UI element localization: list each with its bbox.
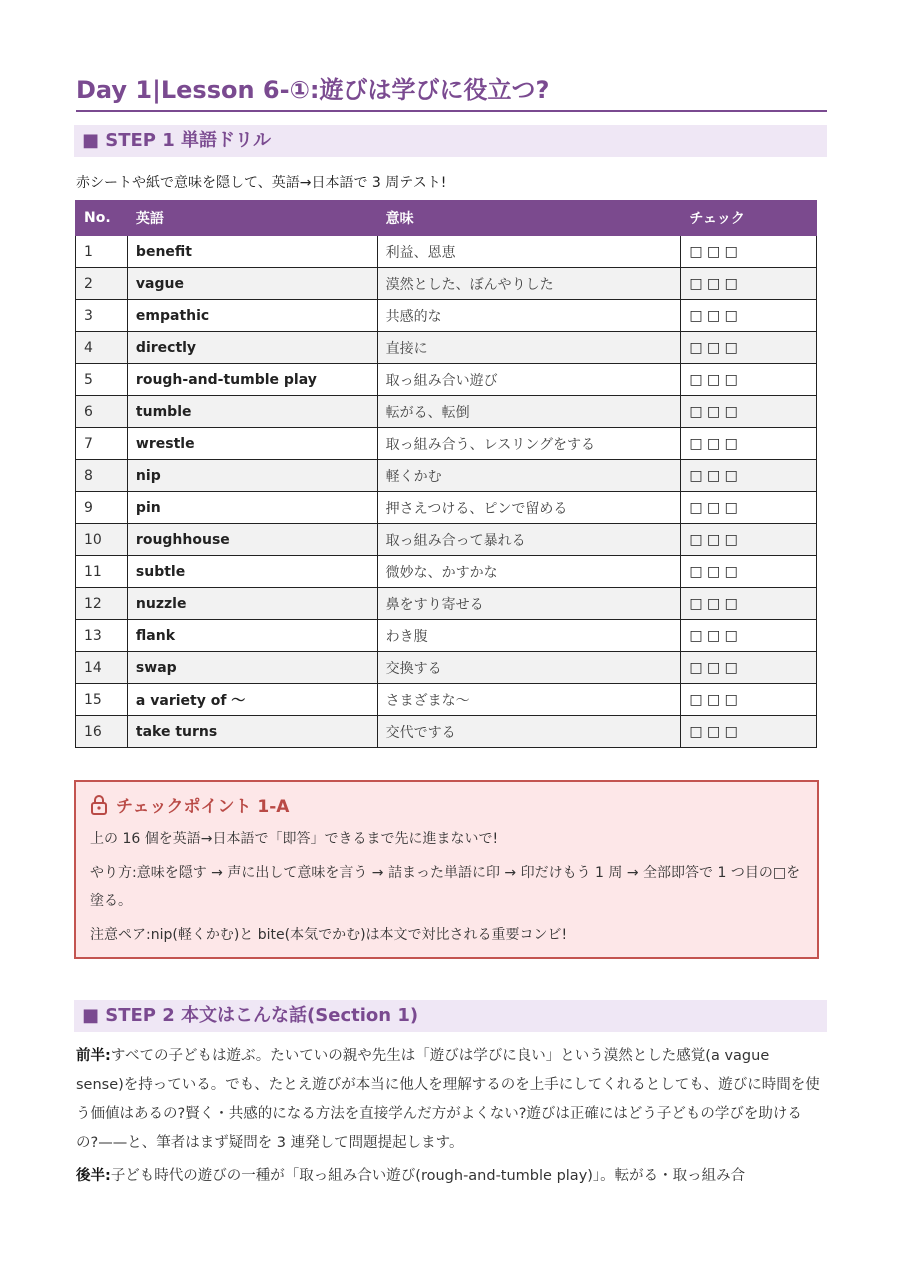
check-boxes[interactable]: □ □ □ xyxy=(681,556,817,588)
row-number: 4 xyxy=(76,332,128,364)
japanese-meaning: 取っ組み合う、レスリングをする xyxy=(377,428,681,460)
col-header-english: 英語 xyxy=(127,201,377,236)
table-row xyxy=(76,684,817,716)
check-boxes[interactable]: □ □ □ xyxy=(681,396,817,428)
check-boxes[interactable]: □ □ □ xyxy=(681,652,817,684)
english-word: pin xyxy=(127,492,377,524)
step1-instruction: 赤シートや紙で意味を隠して、英語→日本語で 3 周テスト! xyxy=(76,175,447,191)
vocab-body xyxy=(76,236,817,748)
step2-body xyxy=(76,1042,821,1195)
table-row xyxy=(76,332,817,364)
paragraph-text: 子ども時代の遊びの一種が「取っ組み合い遊び(rough-and-tumble play)」。転がる・取っ組み合 xyxy=(110,1168,746,1184)
english-word: wrestle xyxy=(127,428,377,460)
japanese-meaning: 交代でする xyxy=(377,716,681,748)
table-row xyxy=(76,588,817,620)
paragraph-first-half xyxy=(76,1042,821,1158)
english-word: rough-and-tumble play xyxy=(127,364,377,396)
row-number: 16 xyxy=(76,716,128,748)
table-row xyxy=(76,652,817,684)
row-number: 11 xyxy=(76,556,128,588)
table-row xyxy=(76,460,817,492)
row-number: 2 xyxy=(76,268,128,300)
check-boxes[interactable]: □ □ □ xyxy=(681,716,817,748)
row-number: 10 xyxy=(76,524,128,556)
table-row xyxy=(76,492,817,524)
row-number: 9 xyxy=(76,492,128,524)
table-row xyxy=(76,364,817,396)
check-boxes[interactable]: □ □ □ xyxy=(681,428,817,460)
japanese-meaning: 鼻をすり寄せる xyxy=(377,588,681,620)
lock-icon xyxy=(90,795,108,815)
row-number: 8 xyxy=(76,460,128,492)
checkpoint-box xyxy=(74,780,819,959)
check-boxes[interactable]: □ □ □ xyxy=(681,268,817,300)
table-row xyxy=(76,524,817,556)
paragraph-second-half xyxy=(76,1162,821,1191)
check-boxes[interactable]: □ □ □ xyxy=(681,332,817,364)
table-row xyxy=(76,716,817,748)
check-boxes[interactable]: □ □ □ xyxy=(681,492,817,524)
check-boxes[interactable]: □ □ □ xyxy=(681,524,817,556)
check-boxes[interactable]: □ □ □ xyxy=(681,236,817,268)
checkpoint-line-1: 上の 16 個を英語→日本語で「即答」できるまで先に進まないで! xyxy=(90,831,499,847)
vocab-table xyxy=(75,200,817,748)
vocab-header-row xyxy=(76,201,817,236)
english-word: empathic xyxy=(127,300,377,332)
table-row xyxy=(76,556,817,588)
japanese-meaning: わき腹 xyxy=(377,620,681,652)
check-boxes[interactable]: □ □ □ xyxy=(681,300,817,332)
checkpoint-title: チェックポイント 1-A xyxy=(116,797,290,817)
japanese-meaning: 取っ組み合い遊び xyxy=(377,364,681,396)
table-row xyxy=(76,396,817,428)
row-number: 3 xyxy=(76,300,128,332)
english-word: benefit xyxy=(127,236,377,268)
table-row xyxy=(76,300,817,332)
checkpoint-line-2: やり方:意味を隠す → 声に出して意味を言う → 詰まった単語に印 → 印だけもう 1 周 → 全部即答で 1 つ目の□を塗る。 xyxy=(90,865,801,909)
english-word: a variety of 〜 xyxy=(127,684,377,716)
row-number: 7 xyxy=(76,428,128,460)
english-word: directly xyxy=(127,332,377,364)
english-word: roughhouse xyxy=(127,524,377,556)
paragraph-text: すべての子どもは遊ぶ。たいていの親や先生は「遊びは学びに良い」という漠然とした感覚(a vague sense)を持っている。でも、たとえ遊びが本当に他人を理解するのを上手にしてくれるとしても、遊びに時間を使う価値はあるの?賢く・共感的になる方法を直接学んだ方がよくない?遊びは正確にはどう子どもの学びを助けるの?——と、筆者はまず疑問を 3 連発して問題提起します。 xyxy=(76,1048,820,1151)
step1-heading: ■ STEP 1 単語ドリル xyxy=(74,125,827,157)
english-word: nip xyxy=(127,460,377,492)
page-title: Day 1|Lesson 6-①:遊びは学びに役立つ? xyxy=(76,70,827,112)
col-header-meaning: 意味 xyxy=(377,201,681,236)
check-boxes[interactable]: □ □ □ xyxy=(681,364,817,396)
row-number: 6 xyxy=(76,396,128,428)
japanese-meaning: 漠然とした、ぼんやりした xyxy=(377,268,681,300)
check-boxes[interactable]: □ □ □ xyxy=(681,460,817,492)
row-number: 12 xyxy=(76,588,128,620)
japanese-meaning: 共感的な xyxy=(377,300,681,332)
english-word: tumble xyxy=(127,396,377,428)
check-boxes[interactable]: □ □ □ xyxy=(681,588,817,620)
japanese-meaning: 転がる、転倒 xyxy=(377,396,681,428)
japanese-meaning: 押さえつける、ピンで留める xyxy=(377,492,681,524)
english-word: subtle xyxy=(127,556,377,588)
row-number: 13 xyxy=(76,620,128,652)
japanese-meaning: 交換する xyxy=(377,652,681,684)
japanese-meaning: さまざまな〜 xyxy=(377,684,681,716)
step2-heading: ■ STEP 2 本文はこんな話(Section 1) xyxy=(74,1000,827,1032)
english-word: take turns xyxy=(127,716,377,748)
check-boxes[interactable]: □ □ □ xyxy=(681,684,817,716)
japanese-meaning: 取っ組み合って暴れる xyxy=(377,524,681,556)
paragraph-label: 前半: xyxy=(76,1048,111,1064)
english-word: nuzzle xyxy=(127,588,377,620)
checkpoint-line-3: 注意ペア:nip(軽くかむ)と bite(本気でかむ)は本文で対比される重要コンビ! xyxy=(90,927,568,943)
check-boxes[interactable]: □ □ □ xyxy=(681,620,817,652)
japanese-meaning: 利益、恩恵 xyxy=(377,236,681,268)
table-row xyxy=(76,428,817,460)
row-number: 1 xyxy=(76,236,128,268)
english-word: swap xyxy=(127,652,377,684)
table-row xyxy=(76,268,817,300)
table-row xyxy=(76,620,817,652)
paragraph-label: 後半: xyxy=(76,1168,111,1184)
row-number: 5 xyxy=(76,364,128,396)
english-word: flank xyxy=(127,620,377,652)
row-number: 14 xyxy=(76,652,128,684)
table-row xyxy=(76,236,817,268)
japanese-meaning: 軽くかむ xyxy=(377,460,681,492)
col-header-check: チェック xyxy=(681,201,817,236)
japanese-meaning: 微妙な、かすかな xyxy=(377,556,681,588)
col-header-no: No. xyxy=(76,201,128,236)
japanese-meaning: 直接に xyxy=(377,332,681,364)
row-number: 15 xyxy=(76,684,128,716)
checkpoint-title-row xyxy=(90,792,803,817)
english-word: vague xyxy=(127,268,377,300)
